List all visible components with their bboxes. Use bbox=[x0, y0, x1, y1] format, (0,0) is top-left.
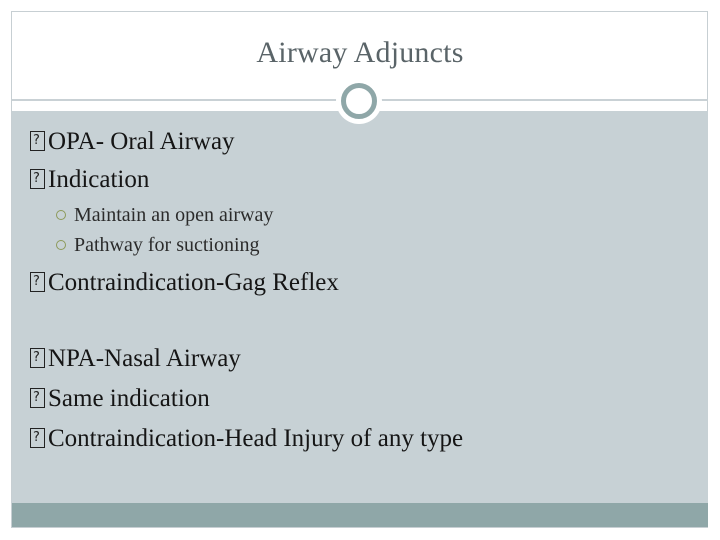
sub-bullet-open-airway bbox=[56, 203, 273, 227]
ring-inner bbox=[341, 83, 377, 119]
footer-bar bbox=[12, 503, 708, 527]
missing-glyph-box-icon bbox=[30, 169, 45, 189]
ring-icon bbox=[336, 78, 382, 124]
bullet-text: OPA- Oral Airway bbox=[48, 128, 235, 155]
bullet-text: Same indication bbox=[48, 385, 210, 412]
missing-glyph-box-icon bbox=[30, 388, 45, 408]
bullet-text: NPA-Nasal Airway bbox=[48, 345, 241, 372]
bullet-contraindication-head bbox=[30, 424, 463, 454]
sub-bullet-text: Pathway for suctioning bbox=[74, 234, 260, 256]
missing-glyph-box-icon bbox=[30, 428, 45, 448]
slide-title: Airway Adjuncts bbox=[256, 36, 464, 69]
missing-glyph-box-icon bbox=[30, 131, 45, 151]
hollow-circle-bullet-icon bbox=[56, 240, 66, 250]
bullet-indication bbox=[30, 165, 149, 195]
missing-glyph-box-icon bbox=[30, 272, 45, 292]
sub-bullet-suctioning bbox=[56, 233, 260, 257]
bullet-opa bbox=[30, 127, 235, 157]
bullet-same-indication bbox=[30, 384, 210, 414]
bullet-text: Indication bbox=[48, 166, 150, 193]
bullet-npa bbox=[30, 344, 241, 374]
hollow-circle-bullet-icon bbox=[56, 210, 66, 220]
missing-glyph-box-icon bbox=[30, 348, 45, 368]
sub-bullet-text: Maintain an open airway bbox=[74, 204, 274, 226]
bullet-text: Contraindication-Gag Reflex bbox=[48, 269, 339, 296]
bullet-text: Contraindication-Head Injury of any type bbox=[48, 425, 464, 452]
bullet-contraindication-gag bbox=[30, 268, 339, 298]
